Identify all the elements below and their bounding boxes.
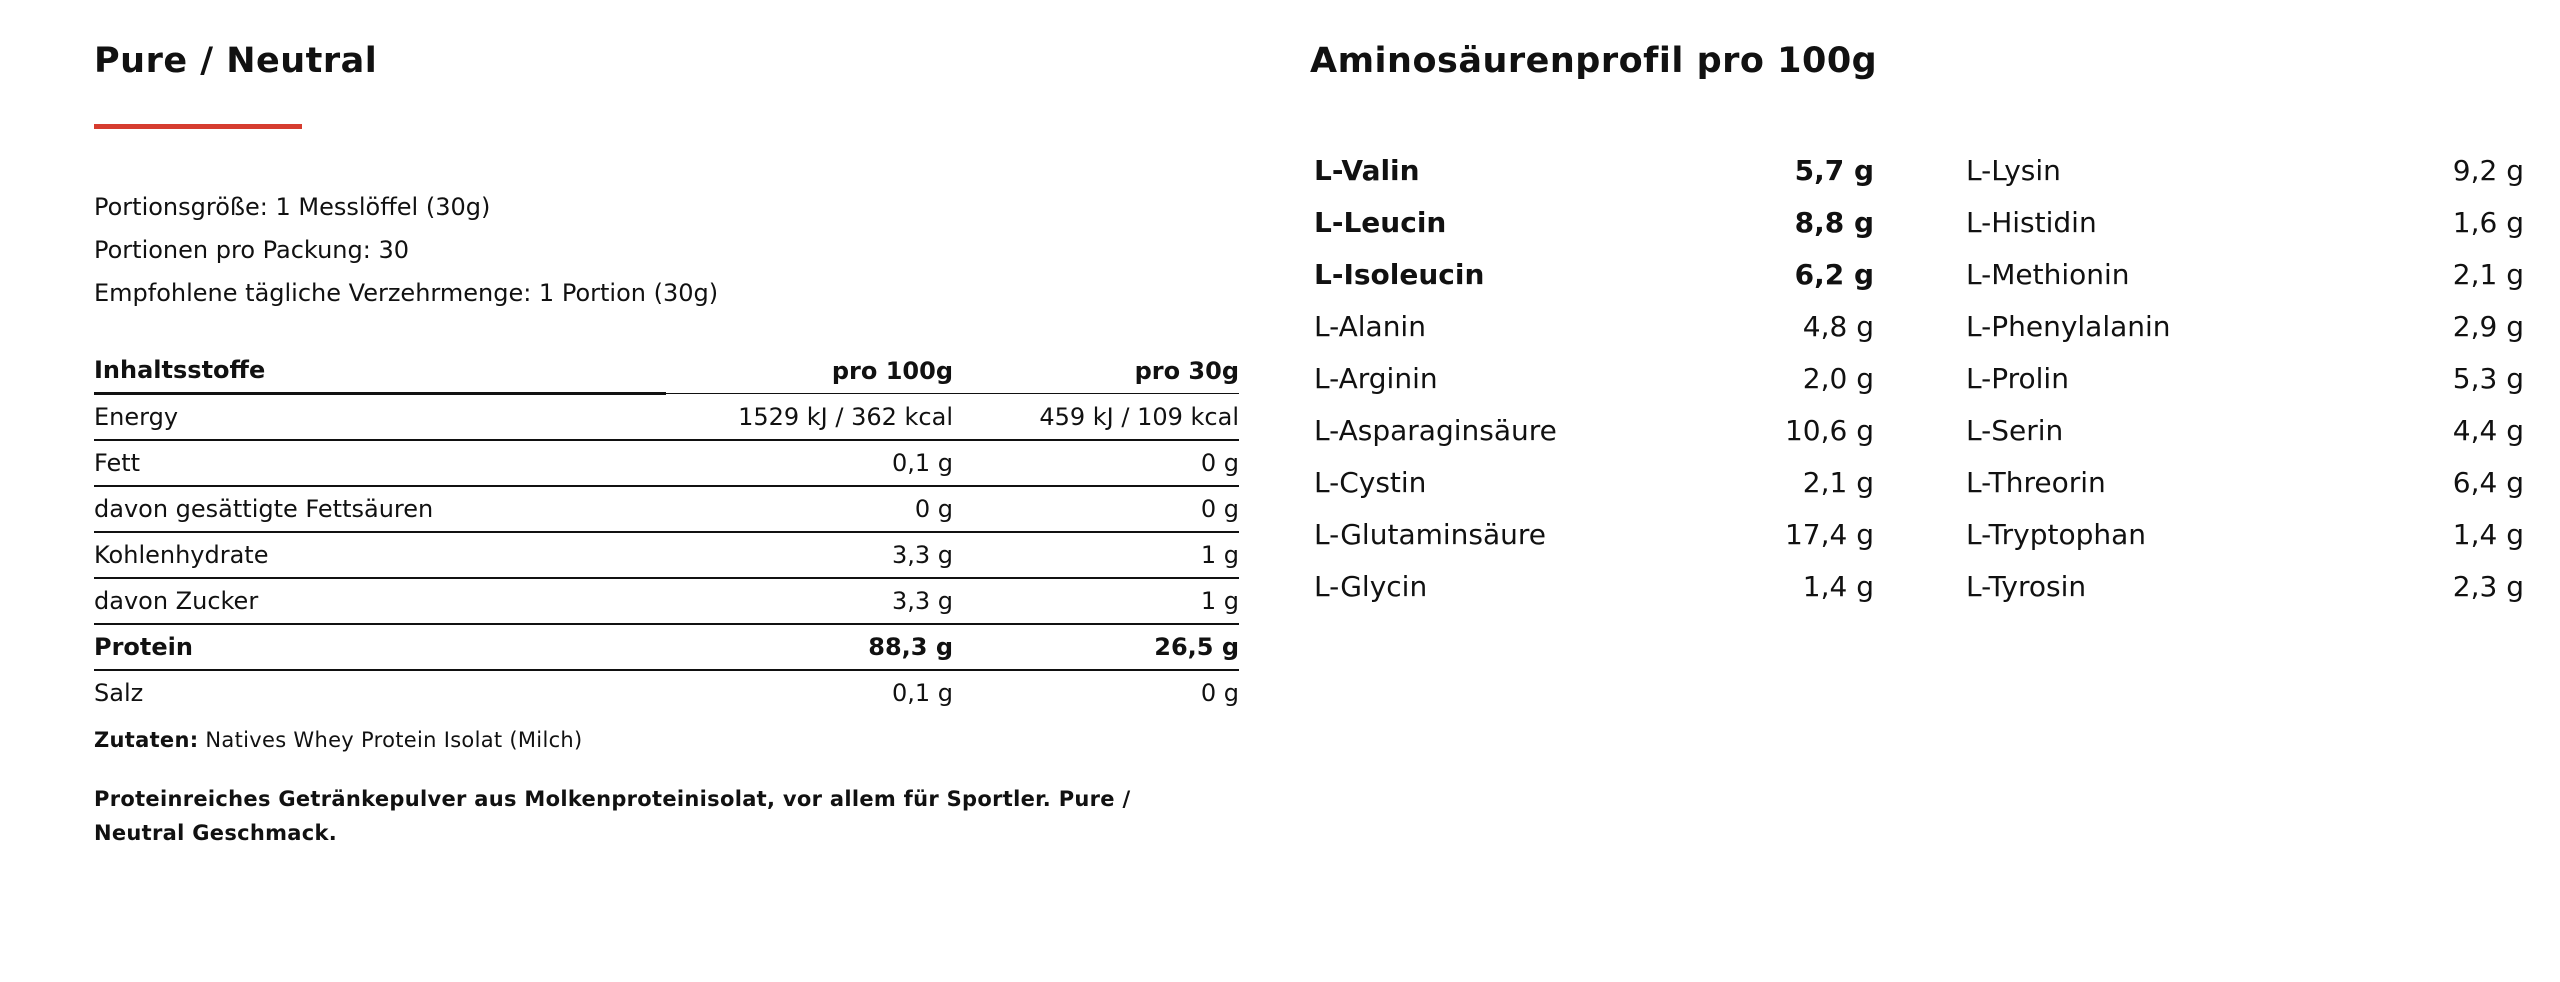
ingredients-line (94, 728, 583, 752)
amino-acid-name: L-Methionin (1966, 257, 2130, 291)
header-ingredients: Inhaltsstoffe (94, 348, 666, 394)
amino-acid-name: L-Arginin (1314, 361, 1438, 395)
amino-acid-value: 2,1 g (1802, 465, 1874, 499)
amino-acid-row (1966, 248, 2524, 300)
nutrient-name: Protein (94, 624, 666, 670)
amino-acid-row (1314, 508, 1874, 560)
amino-acid-value: 17,4 g (1784, 517, 1874, 551)
amino-acid-row (1314, 196, 1874, 248)
amino-acid-name: L-Isoleucin (1314, 257, 1485, 291)
value-per-100g: 88,3 g (666, 624, 953, 670)
amino-acid-row (1314, 560, 1874, 612)
value-per-30g: 459 kJ / 109 kcal (953, 394, 1239, 441)
value-per-100g: 3,3 g (666, 578, 953, 624)
nutrition-row (94, 440, 1239, 486)
nutrition-row (94, 394, 1239, 441)
amino-acid-name: L-Valin (1314, 153, 1420, 187)
amino-acid-name: L-Cystin (1314, 465, 1427, 499)
amino-acid-value: 2,3 g (2452, 569, 2524, 603)
product-description: Proteinreiches Getränkepulver aus Molkenproteinisolat, vor allem für Sportler. Pure / Neutral Geschmack. (94, 787, 1131, 845)
amino-acid-name: L-Glycin (1314, 569, 1428, 603)
amino-acid-name: L-Asparaginsäure (1314, 413, 1557, 447)
amino-column-right (1966, 144, 2524, 612)
amino-acid-value: 2,1 g (2452, 257, 2524, 291)
amino-acid-name: L-Threorin (1966, 465, 2106, 499)
amino-acid-name: L-Prolin (1966, 361, 2069, 395)
amino-acid-name: L-Tryptophan (1966, 517, 2147, 551)
amino-acid-value: 8,8 g (1794, 205, 1874, 239)
amino-acid-row (1314, 456, 1874, 508)
value-per-100g: 0,1 g (891, 679, 953, 707)
amino-acid-value: 5,3 g (2452, 361, 2524, 395)
amino-acid-row (1966, 352, 2524, 404)
nutrition-row (94, 486, 1239, 532)
serving-size: Portionsgröße: 1 Messlöffel (30g) (94, 193, 491, 221)
nutrient-name: davon gesättigte Fettsäuren (94, 486, 666, 532)
amino-title: Aminosäurenprofil pro 100g (1310, 41, 1878, 81)
amino-acid-row (1314, 352, 1874, 404)
amino-acid-value: 1,4 g (2452, 517, 2524, 551)
amino-acid-value: 4,8 g (1802, 309, 1874, 343)
header-per-100g: pro 100g (666, 348, 953, 394)
amino-acid-name: L-Glutaminsäure (1314, 517, 1547, 551)
amino-acid-value: 5,7 g (1794, 153, 1874, 187)
amino-acid-row (1314, 144, 1874, 196)
ingredients-label: Zutaten: (94, 728, 199, 752)
value-per-100g: 1529 kJ / 362 kcal (666, 394, 953, 441)
nutrition-row (94, 670, 1239, 715)
amino-acid-row (1966, 508, 2524, 560)
nutrient-name: Energy (94, 394, 666, 441)
title-accent-bar (94, 124, 302, 129)
amino-acid-name: L-Alanin (1314, 309, 1426, 343)
nutrition-table-header (94, 348, 1239, 394)
value-per-30g: 0 g (953, 440, 1239, 486)
amino-acid-row (1966, 456, 2524, 508)
nutrition-row (94, 624, 1239, 670)
nutrient-name: Fett (94, 440, 666, 486)
ingredients-text: Natives Whey Protein Isolat (Milch) (205, 728, 583, 752)
amino-acid-row (1966, 560, 2524, 612)
amino-acid-value: 2,9 g (2452, 309, 2524, 343)
amino-acid-value: 9,2 g (2452, 153, 2524, 187)
value-per-30g: 1 g (953, 578, 1239, 624)
nutrition-table (94, 348, 1239, 715)
product-title: Pure / Neutral (94, 41, 378, 81)
header-per-30g: pro 30g (953, 348, 1239, 394)
amino-acid-row (1966, 300, 2524, 352)
amino-column-left (1314, 144, 1874, 612)
amino-acid-value: 4,4 g (2452, 413, 2524, 447)
amino-acid-row (1966, 404, 2524, 456)
value-per-30g: 0 g (953, 486, 1239, 532)
value-per-100g: 0 g (666, 486, 953, 532)
amino-acid-name: L-Phenylalanin (1966, 309, 2171, 343)
amino-acid-row (1314, 404, 1874, 456)
serving-info (94, 186, 718, 315)
amino-acid-row (1314, 248, 1874, 300)
amino-acid-value: 1,6 g (2452, 205, 2524, 239)
amino-acid-row (1314, 300, 1874, 352)
amino-acid-name: L-Lysin (1966, 153, 2061, 187)
amino-acid-row (1966, 196, 2524, 248)
servings-per-pack: Portionen pro Packung: 30 (94, 236, 409, 264)
nutrition-row (94, 578, 1239, 624)
value-per-100g: 0,1 g (666, 440, 953, 486)
amino-acid-value: 1,4 g (1802, 569, 1874, 603)
amino-acid-value: 6,4 g (2452, 465, 2524, 499)
amino-acid-row (1966, 144, 2524, 196)
amino-acid-value: 2,0 g (1802, 361, 1874, 395)
amino-acid-name: L-Tyrosin (1966, 569, 2087, 603)
nutrition-row (94, 532, 1239, 578)
amino-acid-value: 10,6 g (1784, 413, 1874, 447)
value-per-100g: 3,3 g (666, 532, 953, 578)
nutrient-name: Kohlenhydrate (94, 532, 666, 578)
value-per-30g: 1 g (953, 532, 1239, 578)
recommended-intake: Empfohlene tägliche Verzehrmenge: 1 Portion (30g) (94, 279, 719, 307)
amino-acid-name: L-Serin (1966, 413, 2064, 447)
amino-acid-name: L-Histidin (1966, 205, 2097, 239)
nutrient-name: Salz (94, 679, 144, 707)
value-per-30g: 26,5 g (953, 624, 1239, 670)
amino-acid-value: 6,2 g (1794, 257, 1874, 291)
value-per-30g: 0 g (1200, 679, 1239, 707)
amino-acid-name: L-Leucin (1314, 205, 1447, 239)
nutrient-name: davon Zucker (94, 578, 666, 624)
